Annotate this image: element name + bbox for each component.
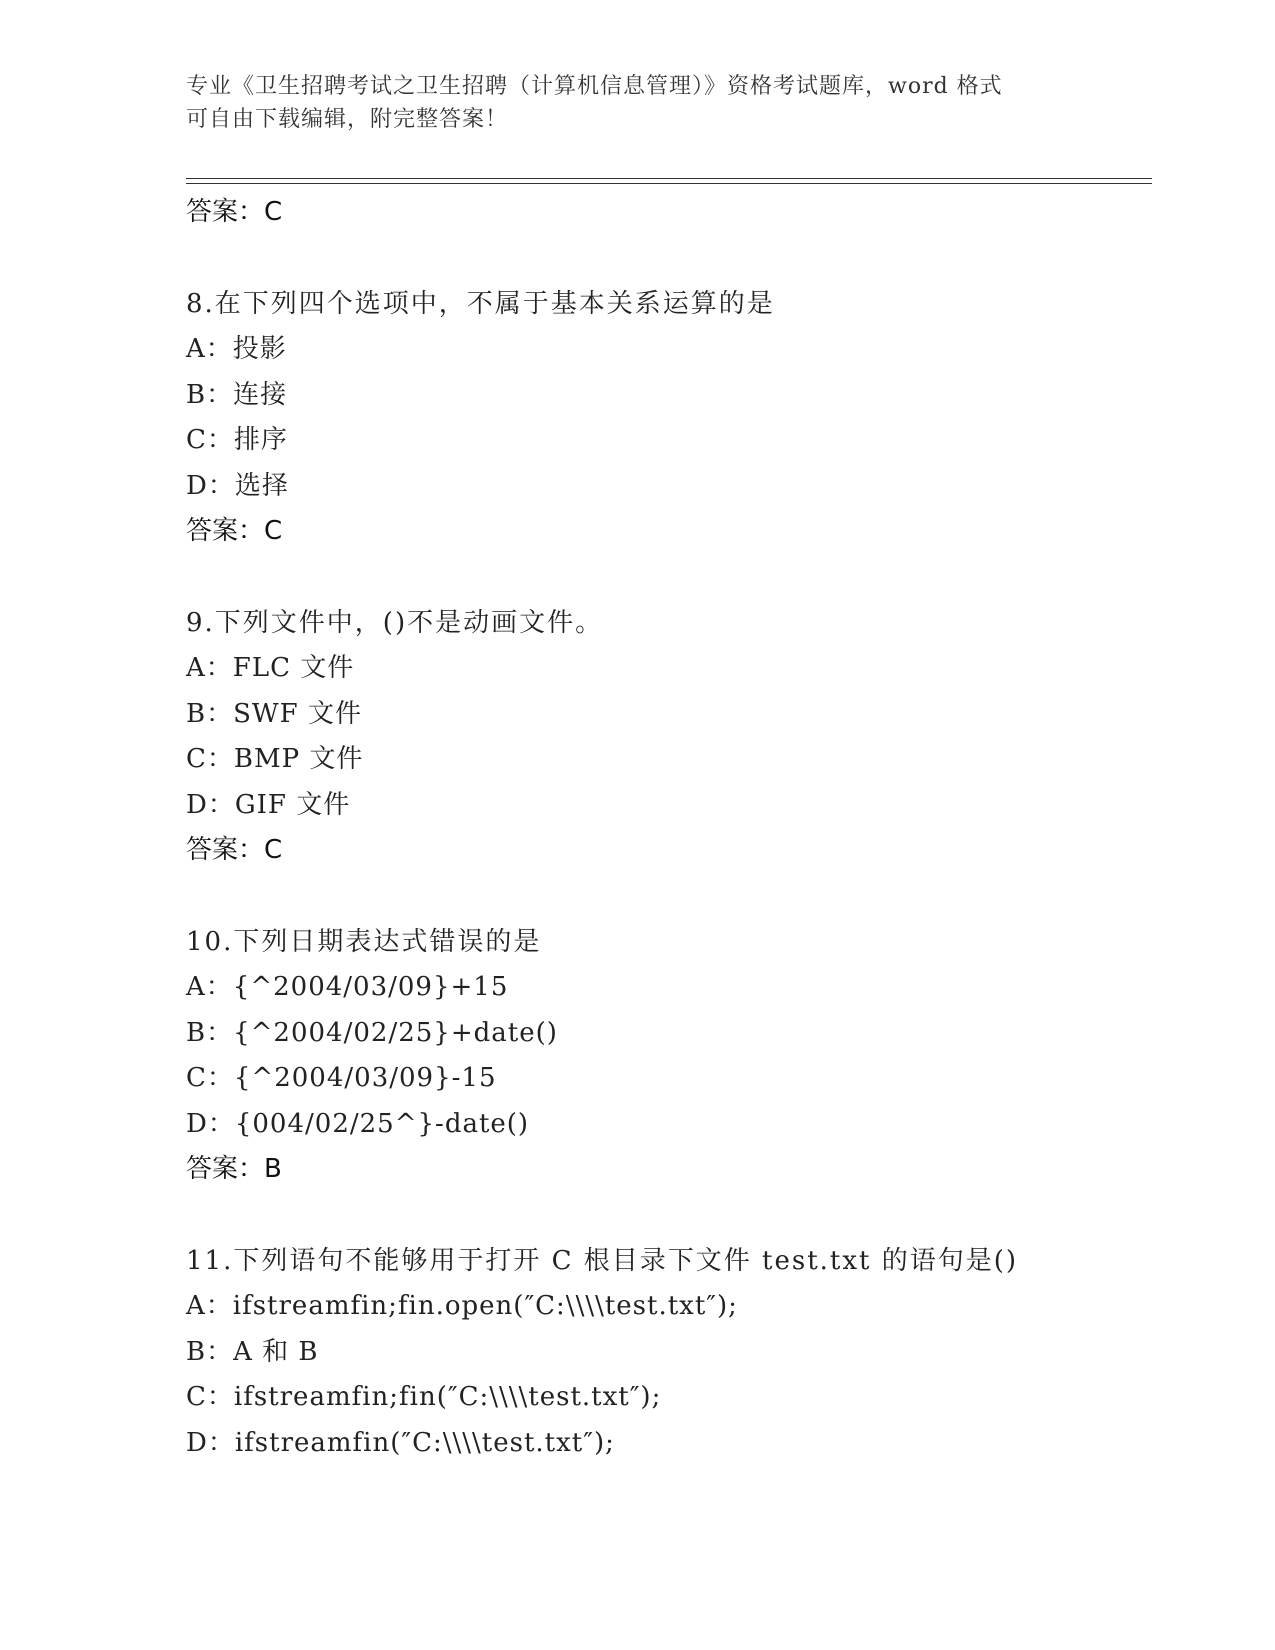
option-d: D：选择 (186, 470, 289, 501)
option-b: B：{^2004/02/25}+date() (186, 1017, 558, 1048)
question-list (186, 190, 1146, 1466)
option-c: C：ifstreamfin;fin(″C:\\\\test.txt″); (186, 1382, 662, 1412)
option-b: B：连接 (186, 379, 288, 410)
question-text: 10.下列日期表达式错误的是 (186, 927, 542, 957)
header-line-2: 可自由下载编辑，附完整答案！ (186, 107, 509, 132)
answer-text: 答案：C (186, 516, 283, 546)
option-a: A：{^2004/03/09}+15 (186, 972, 509, 1002)
option-d: D：{004/02/25^}-date() (186, 1108, 530, 1139)
question-block (186, 919, 1146, 1192)
option-b: B：SWF 文件 (186, 698, 362, 729)
header-rule-top (186, 178, 1152, 179)
option-a: A：FLC 文件 (186, 653, 355, 683)
answer-text: 答案：B (186, 1154, 282, 1184)
document-header (186, 70, 1086, 136)
question-block (186, 281, 1146, 554)
question-text: 11.下列语句不能够用于打开 C 根目录下文件 test.txt 的语句是() (186, 1246, 1019, 1276)
option-d: D：GIF 文件 (186, 789, 351, 820)
option-a: A：投影 (186, 334, 287, 364)
previous-answer: 答案：C (186, 197, 283, 227)
question-text: 8.在下列四个选项中，不属于基本关系运算的是 (186, 289, 775, 319)
header-line-1: 专业《卫生招聘考试之卫生招聘（计算机信息管理）》资格考试题库，word 格式 (186, 74, 1003, 99)
question-block (186, 600, 1146, 873)
option-c: C：BMP 文件 (186, 744, 364, 774)
option-a: A：ifstreamfin;fin.open(″C:\\\\test.txt″); (186, 1291, 738, 1321)
question-text: 9.下列文件中，()不是动画文件。 (186, 608, 604, 638)
answer-text: 答案：C (186, 835, 283, 865)
option-d: D：ifstreamfin(″C:\\\\test.txt″); (186, 1427, 615, 1458)
question-block (186, 1238, 1146, 1466)
header-rule-bottom (186, 183, 1152, 184)
option-c: C：{^2004/03/09}-15 (186, 1063, 497, 1093)
option-c: C：排序 (186, 425, 288, 455)
option-b: B：A 和 B (186, 1336, 319, 1367)
